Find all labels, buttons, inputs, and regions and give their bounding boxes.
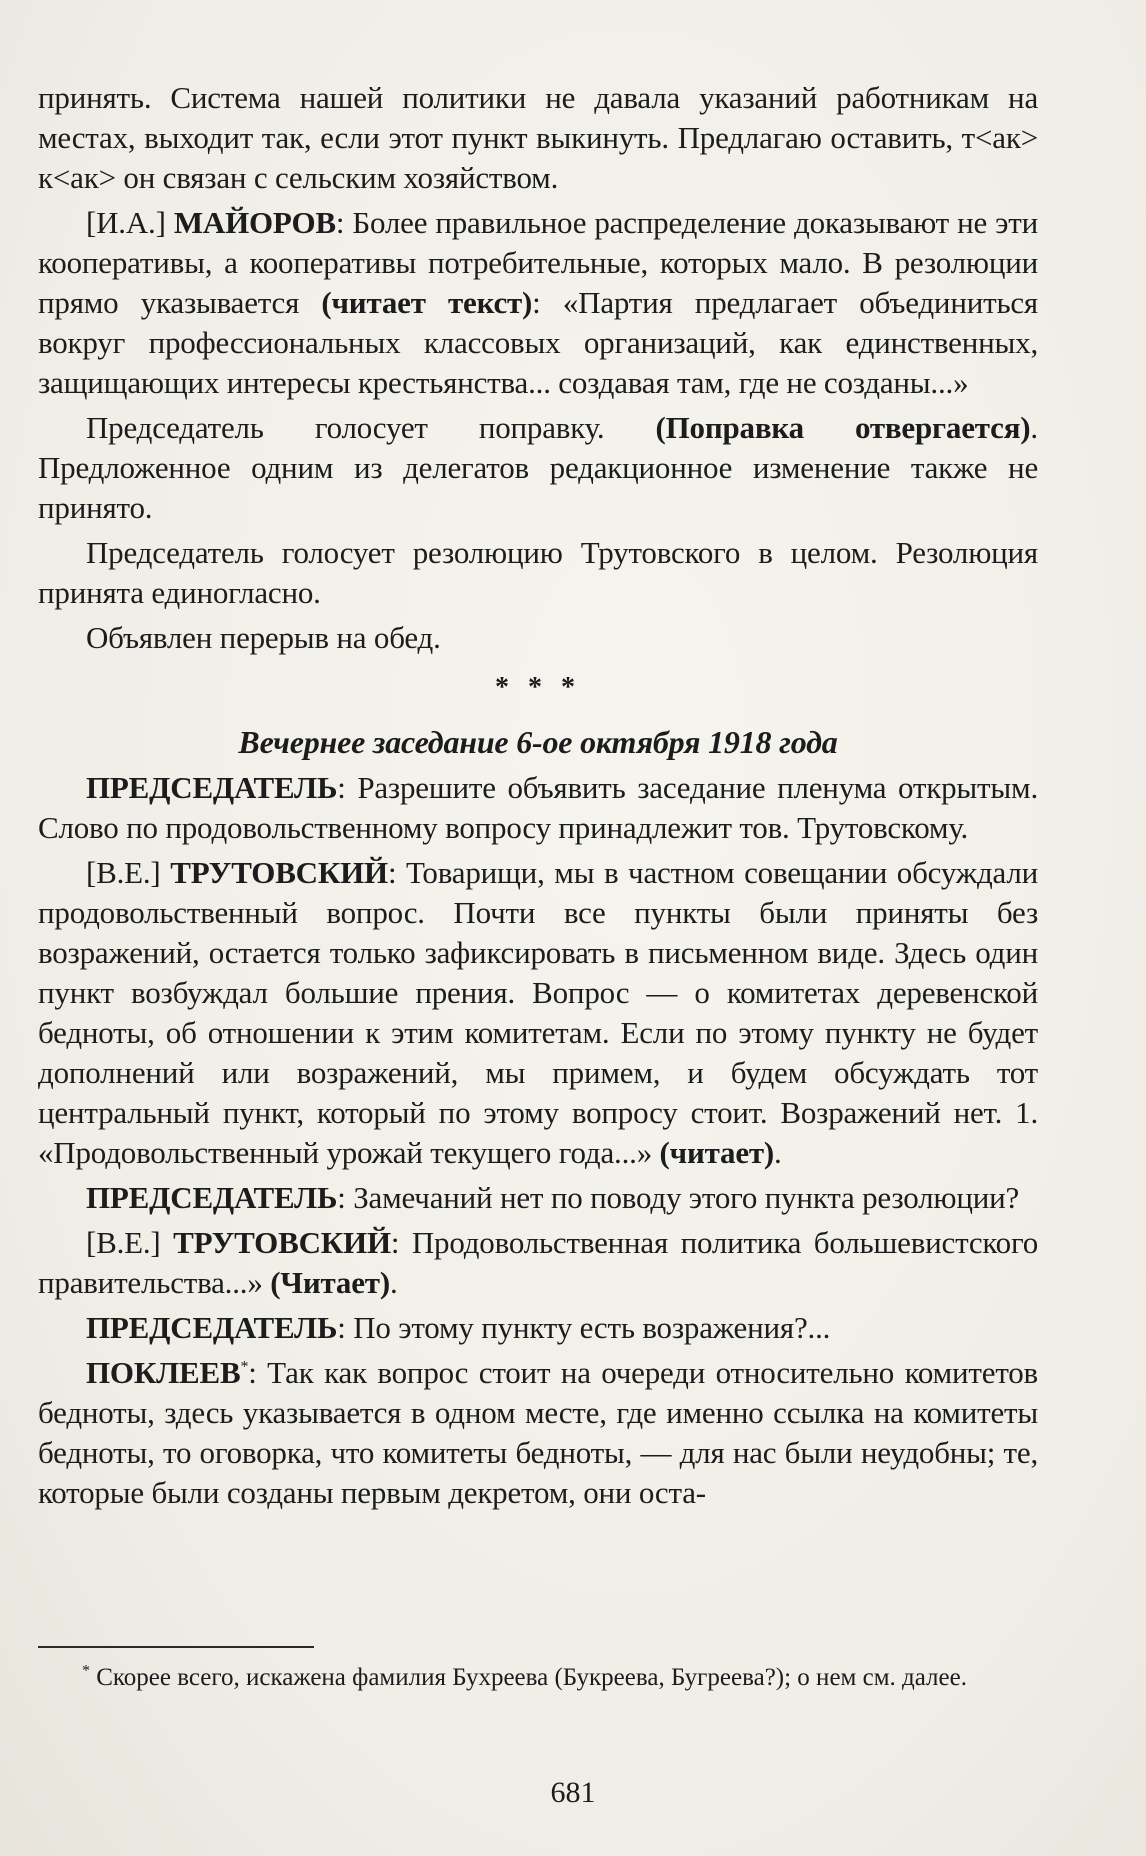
stage-remark: (Поправка отвергается) [655,410,1031,445]
speaker-name: ПРЕДСЕДАТЕЛЬ [86,1180,338,1215]
speaker-initials: [В.Е.] [86,855,171,890]
speaker-name: ПРЕДСЕДАТЕЛЬ [86,770,338,805]
paragraph-text: : Так как вопрос стоит на очереди относительно комитетов бедноты, здесь указывается в одном месте, где именно ссылка на комитеты бедноты, то оговорка, что комитеты бедноты, — для нас были неудобны; те, которые были созданы первым декретом, они оста- [38,1355,1038,1510]
speaker-name: ПРЕДСЕДАТЕЛЬ [86,1310,338,1345]
paragraph-vote-amendment [38,408,1038,528]
paragraph-trutovsky-1 [38,853,1038,1173]
section-heading: Вечернее заседание 6-ое октября 1918 года [238,724,838,760]
speaker-name: ТРУТОВСКИЙ [170,855,388,890]
speaker-initials: [В.Е.] [86,1225,174,1260]
paragraph-text: : Замечаний нет по поводу этого пункта резолюции? [337,1180,1020,1215]
speaker-initials: [И.А.] [86,205,174,240]
paragraph-pokleev [38,1353,1038,1513]
footnote-divider [38,1646,314,1648]
paragraph-text: : Товарищи, мы в частном совещании обсуждали продовольственный вопрос. Почти все пункты были приняты без возражений, остается только зафиксировать в письменном виде. Здесь один пункт возбуждал большие прения. Вопрос — о комитетах деревенской бедноты, об отношении к этим комитетам. Если по этому пункту не будет дополнений или возражений, мы примем, и будем обсуждать тот центральный пункт, который по этому вопросу стоит. Возражений нет. 1. «Продовольственный урожай текущего года...» [38,855,1039,1170]
footnote-marker: * [82,1662,90,1680]
paragraph-break [38,618,1038,658]
section-separator: * * * [495,672,581,703]
paragraph-mayorov [38,203,1038,403]
paragraph-text: . Предложенное одним из делегатов редакционное изменение также не принято. [38,410,1038,525]
paragraph-text: Председатель голосует поправку. [86,410,656,445]
paragraph-text: : Разрешите объявить заседание пленума открытым. Слово по продовольственному вопросу принадлежит тов. Трутовскому. [38,770,1038,845]
footnote [38,1660,1038,1696]
paragraph-continuation [38,78,1038,198]
paragraph-text: : Продовольственная политика большевистского правительства...» [38,1225,1039,1300]
speaker-name: ПОКЛЕЕВ [86,1355,241,1390]
paragraph-text: принять. Система нашей политики не давала указаний работникам на местах, выходит так, если этот пункт выкинуть. Предлагаю оставить, т<ак> к<ак> он связан с сельским хозяйством. [38,80,1038,195]
paragraph-text: Председатель голосует резолюцию Трутовского в целом. Резолюция принята единогласно. [38,535,1038,610]
paragraph-chairman-3 [38,1308,1038,1348]
paragraph-chairman-1 [38,768,1038,848]
paragraph-text: . [389,1265,398,1300]
speaker-name: ТРУТОВСКИЙ [173,1225,391,1260]
footnote-marker: * [240,1358,249,1376]
stage-remark: (читает текст) [321,285,533,320]
paragraph-vote-resolution [38,533,1038,613]
paragraph-trutovsky-2 [38,1223,1038,1303]
main-text [38,78,1038,1518]
paragraph-text: : По этому пункту есть возражения?... [337,1310,831,1345]
stage-remark: (Читает) [270,1265,390,1300]
paragraph-text: . [774,1135,782,1170]
speaker-name: МАЙОРОВ [173,205,336,240]
footnote-text: Скорее всего, искажена фамилия Бухреева (Букреева, Бугреева?); о нем см. далее. [90,1664,967,1691]
paragraph-text: : «Партия предлагает объединиться вокруг профессиональных классовых организаций, как единственных, защищающих интересы крестьянства... создавая там, где не созданы...» [38,285,1038,400]
page-number: 681 [550,1776,596,1809]
stage-remark: (читает) [659,1135,775,1170]
paragraph-text: Объявлен перерыв на обед. [86,620,441,655]
paragraph-text: : Более правильное распределение доказывают не эти кооперативы, а кооперативы потребительные, которых мало. В резолюции прямо указывается [38,205,1038,320]
paragraph-chairman-2 [38,1178,1038,1218]
